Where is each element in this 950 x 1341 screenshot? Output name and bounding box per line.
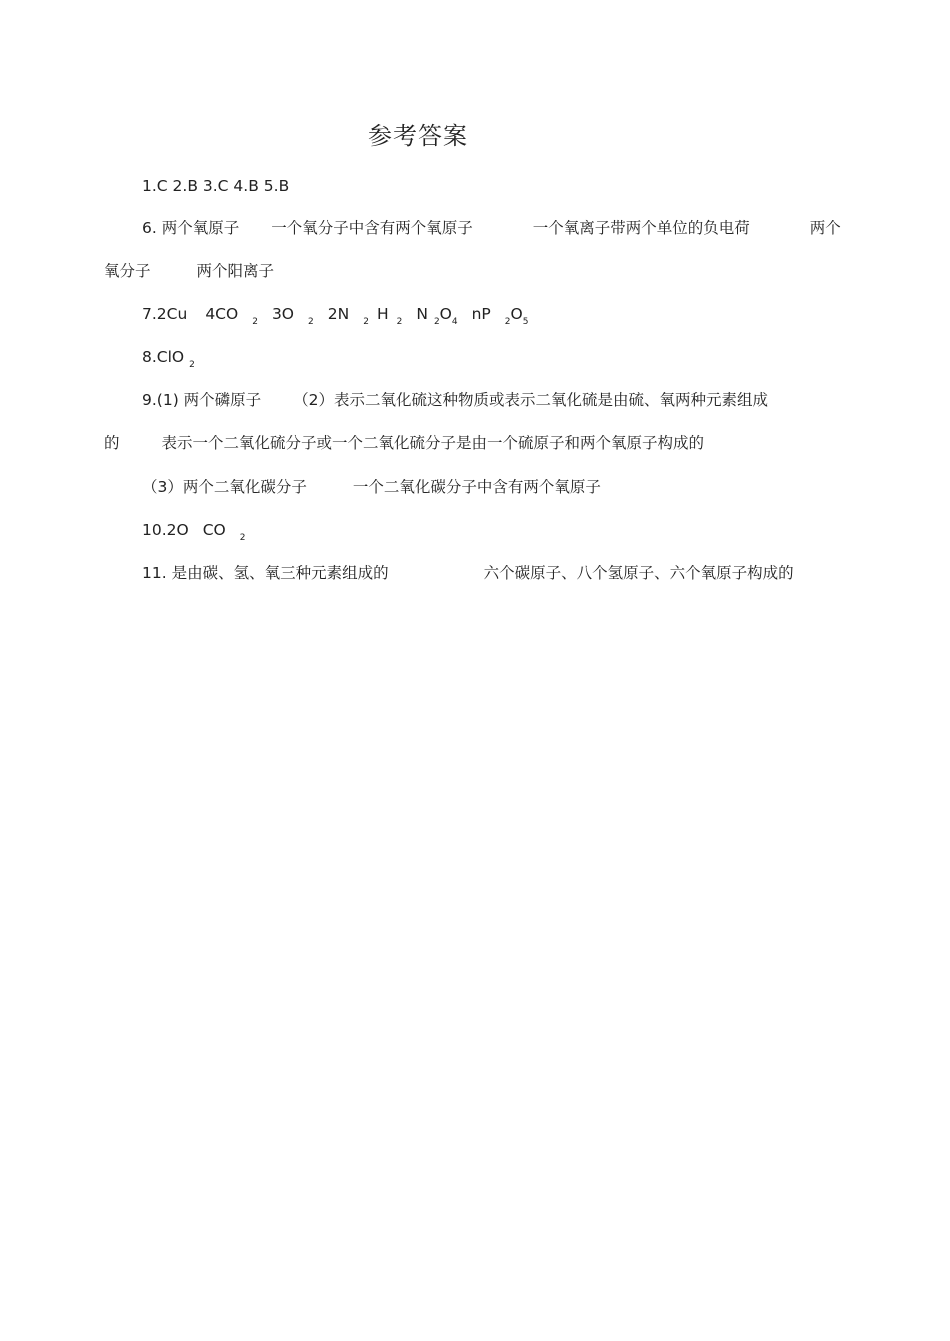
q9-part-3: 的 <box>104 434 120 452</box>
answer-9-line-2 <box>104 433 704 453</box>
answer-7 <box>142 304 528 327</box>
q8-text: 8.ClO <box>142 348 185 366</box>
q11-part-b: 六个碳原子、八个氢原子、六个氧原子构成的 <box>483 564 794 582</box>
q7-item: 3O <box>271 305 294 323</box>
q7-sub: 2 <box>433 317 440 327</box>
q6-part-c: 一个氧离子带两个单位的负电荷 <box>532 219 750 237</box>
answer-10 <box>142 520 245 543</box>
answer-9-line-1 <box>142 390 768 410</box>
q10-co: CO <box>202 521 226 539</box>
q7-item: O <box>439 305 452 323</box>
page-title: 参考答案 <box>368 122 468 150</box>
q7-sub: 2 <box>396 317 403 327</box>
q7-item: 4CO <box>205 305 239 323</box>
q7-item: N <box>416 305 428 323</box>
q6-part-e: 两个阳离子 <box>196 262 275 280</box>
q7-sub: 2 <box>308 317 314 327</box>
q9-part-4: 表示一个二氧化硫分子或一个二氧化硫分子是由一个硫原子和两个氧原子构成的 <box>161 434 705 452</box>
q9-part-6: 一个二氧化碳分子中含有两个氧原子 <box>352 478 601 496</box>
q6-part-d2: 氧分子 <box>104 262 151 280</box>
q10-sub: 2 <box>239 533 246 543</box>
q7-sub: 4 <box>451 317 458 327</box>
q7-sub: 2 <box>252 317 258 327</box>
q8-sub: 2 <box>189 360 195 370</box>
q7-item: nP <box>471 305 491 323</box>
q7-item: H <box>376 305 389 323</box>
q7-item: 2N <box>327 305 350 323</box>
answer-8 <box>142 347 195 370</box>
q7-number: 7. <box>142 305 157 323</box>
q6-part-b: 一个氧分子中含有两个氧原子 <box>271 219 473 237</box>
q6-number: 6. <box>142 219 157 237</box>
q9-part-2: （2）表示二氧化硫这种物质或表示二氧化硫是由硫、氧两种元素组成 <box>293 391 769 409</box>
answer-6-line-1 <box>142 218 841 238</box>
q11-part-a: 11. 是由碳、氢、氧三种元素组成的 <box>142 564 389 582</box>
q7-sub: 2 <box>363 317 369 327</box>
q10-text: 10.2O <box>142 521 189 539</box>
q7-sub: 2 <box>504 317 511 327</box>
q9-part-1: 9.(1) 两个磷原子 <box>142 391 262 409</box>
answer-11 <box>142 563 794 583</box>
q6-part-d1: 两个 <box>809 219 841 237</box>
q9-part-5: （3）两个二氧化碳分子 <box>142 478 307 496</box>
answers-1-5: 1.C 2.B 3.C 4.B 5.B <box>142 177 290 195</box>
answer-9-line-3 <box>142 477 601 497</box>
q6-part-a: 两个氧原子 <box>161 219 240 237</box>
answer-6-line-2 <box>104 261 274 281</box>
q7-item: O <box>510 305 523 323</box>
q7-sub: 5 <box>522 317 529 327</box>
q7-item: 2Cu <box>156 305 188 323</box>
